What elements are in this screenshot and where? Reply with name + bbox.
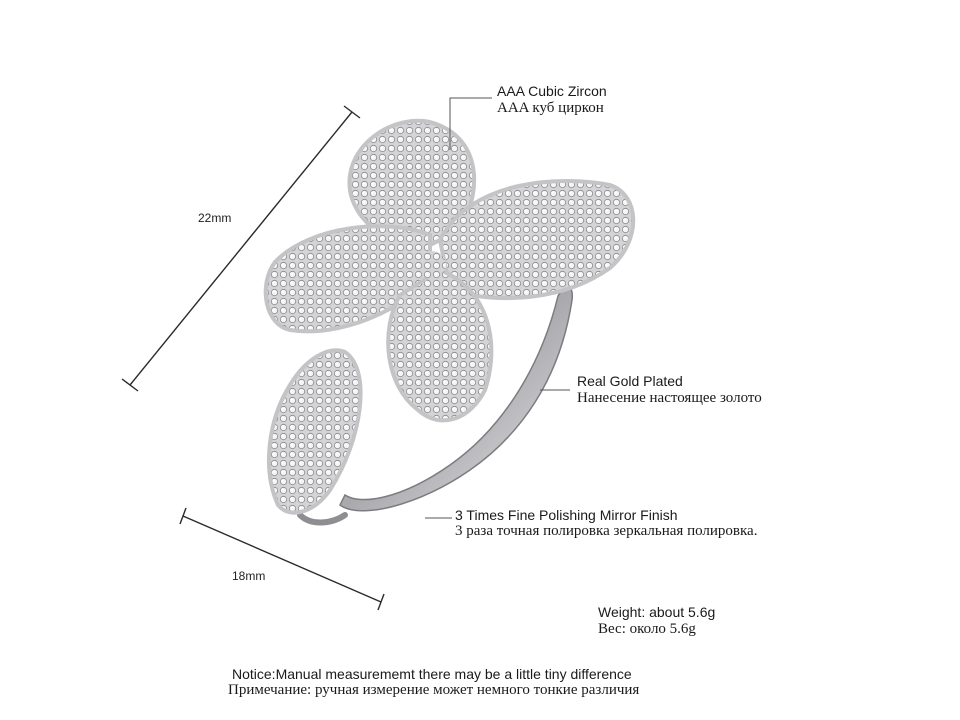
zircon-label-ru: AAA куб циркон [497, 100, 604, 116]
plating-label-en: Real Gold Plated [577, 373, 683, 389]
polishing-label-en: 3 Times Fine Polishing Mirror Finish [455, 507, 678, 523]
height-label: 22mm [198, 211, 232, 225]
plating-label-ru: Нанесение настоящее золото [577, 390, 762, 406]
small-leaf [269, 350, 361, 512]
notice-label-ru: Примечание: ручная измерение может немного тонкие различия [228, 682, 640, 698]
width-label: 18mm [232, 569, 266, 583]
zircon-label-en: AAA Cubic Zircon [497, 83, 607, 99]
notice-label-en: Notice:Manual measurememt there may be a little tiny difference [232, 666, 632, 682]
weight-label-ru: Вес: около 5.6g [598, 621, 696, 637]
weight-label-en: Weight: about 5.6g [598, 604, 716, 620]
width-dimension-line [180, 508, 384, 610]
polishing-label-ru: 3 раза точная полировка зеркальная полировка. [455, 523, 758, 539]
